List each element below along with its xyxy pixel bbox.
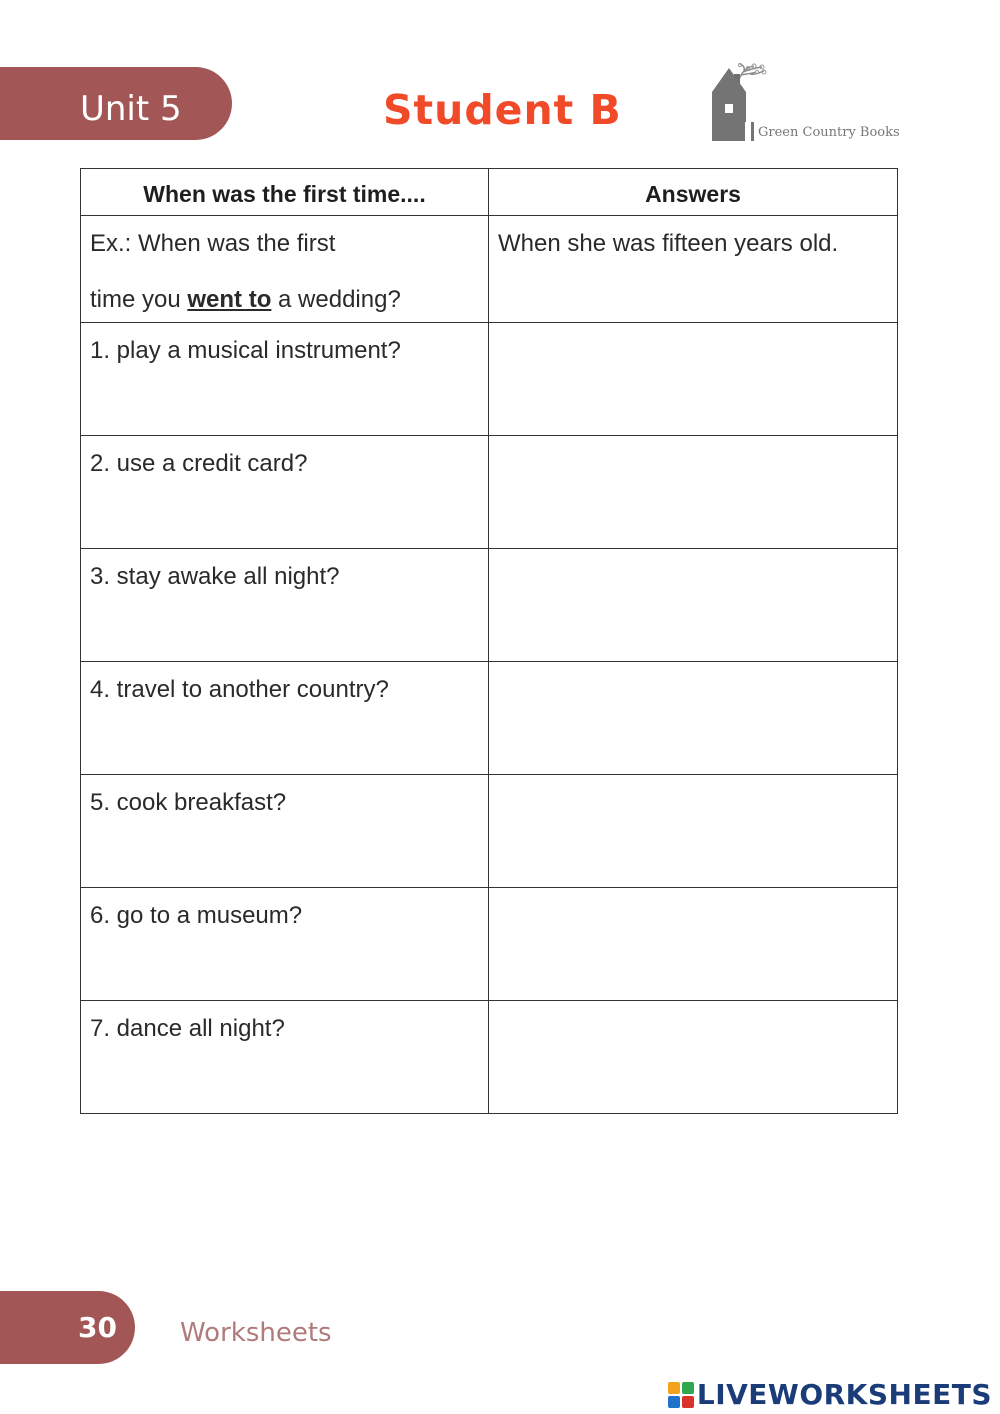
example-emphasis: went to — [187, 286, 272, 313]
worksheet-table — [80, 168, 898, 1114]
answer-cell[interactable] — [489, 1001, 898, 1114]
answer-cell[interactable] — [489, 323, 898, 436]
answer-cell[interactable] — [489, 775, 898, 888]
example-row — [81, 216, 898, 323]
section-label: Worksheets — [180, 1318, 332, 1348]
question-column-header: When was the first time.... — [81, 169, 489, 216]
example-answer-cell: When she was fifteen years old. — [489, 216, 898, 323]
example-question-cell — [81, 216, 489, 323]
example-question-line1: Ex.: When was the first — [90, 230, 336, 257]
publisher-name: Green Country Books — [758, 125, 900, 140]
publisher-logo — [710, 62, 910, 146]
table-row — [81, 1001, 898, 1114]
table-header-row — [81, 169, 898, 216]
example-text-after: a wedding? — [271, 286, 401, 313]
answer-cell[interactable] — [489, 888, 898, 1001]
answer-cell[interactable] — [489, 549, 898, 662]
question-cell: 7. dance all night? — [81, 1001, 489, 1114]
example-question-line2 — [90, 284, 479, 316]
question-cell: 6. go to a museum? — [81, 888, 489, 1001]
question-cell: 4. travel to another country? — [81, 662, 489, 775]
answer-cell[interactable] — [489, 436, 898, 549]
table-row — [81, 436, 898, 549]
page-number: 30 — [78, 1311, 117, 1344]
unit-tab — [0, 67, 232, 140]
table-row — [81, 323, 898, 436]
unit-label: Unit 5 — [80, 88, 182, 129]
question-cell: 2. use a credit card? — [81, 436, 489, 549]
question-cell: 3. stay awake all night? — [81, 549, 489, 662]
example-text-before: time you — [90, 286, 188, 313]
answer-column-header: Answers — [489, 169, 898, 216]
table-row — [81, 662, 898, 775]
liveworksheets-wordmark: LIVEWORKSHEETS — [696, 1378, 992, 1411]
liveworksheets-grid-icon — [668, 1382, 694, 1408]
table-row — [81, 549, 898, 662]
answer-cell[interactable] — [489, 662, 898, 775]
table-row — [81, 888, 898, 1001]
liveworksheets-brand[interactable] — [668, 1378, 992, 1411]
page-title: Student B — [383, 86, 622, 134]
question-cell: 1. play a musical instrument? — [81, 323, 489, 436]
table-row — [81, 775, 898, 888]
page-number-tab — [0, 1291, 135, 1364]
question-cell: 5. cook breakfast? — [81, 775, 489, 888]
